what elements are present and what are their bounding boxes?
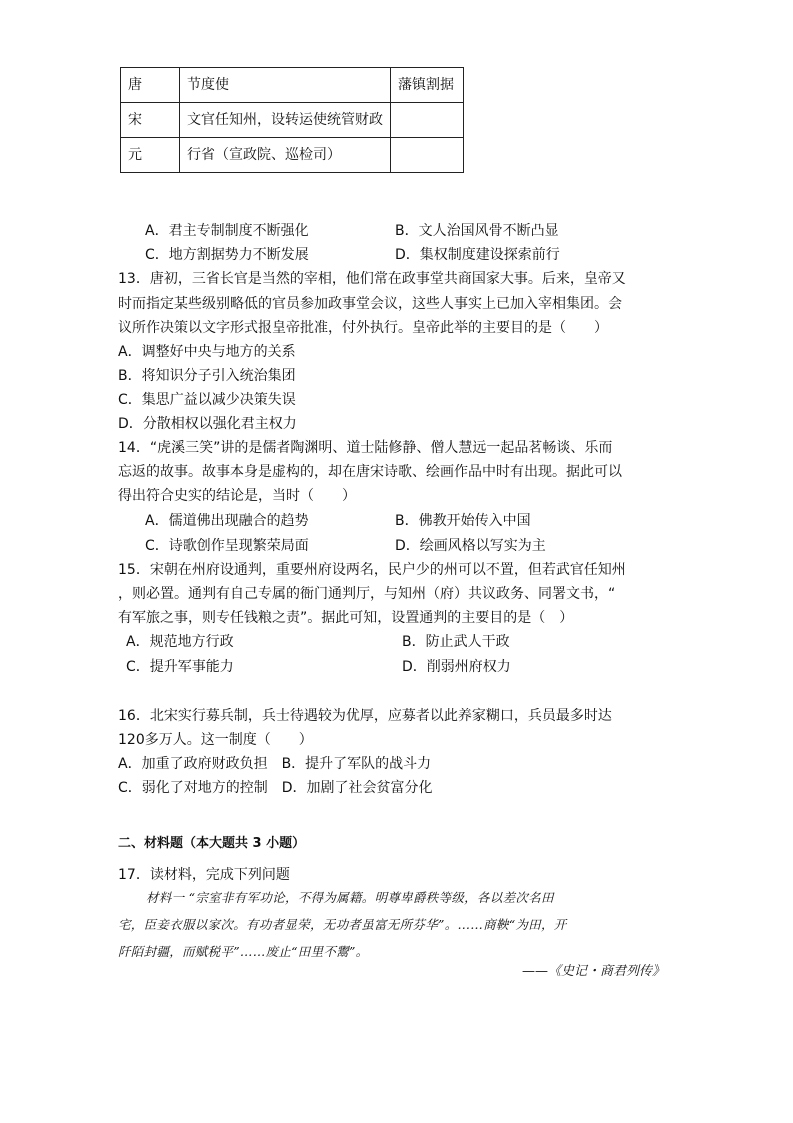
q12-option-b: B．文人治国风骨不断凸显 [395,223,559,239]
q12-option-a: A．君主专制制度不断强化 [145,223,309,239]
q14-option-d: D．绘画风格以写实为主 [395,538,546,554]
q13-option-d: D．分散相权以强化君主权力 [118,416,297,432]
q14-stem-line: 14．“虎溪三笑”讲的是儒者陶渊明、道士陆修静、僧人慧远一起品茗畅谈、乐而 [118,440,613,456]
material-line: 阡陌封疆，而赋税平”……废止“田里不鬻”。 [118,944,369,959]
q13-option-a: A．调整好中央与地方的关系 [118,344,296,360]
material-source: ——《史记・商君列传》 [521,964,665,979]
q15-stem-line: 有军旅之事，则专任钱粮之责”。据此可知，设置通判的主要目的是（ ） [118,610,574,626]
q16-stem-line: 16．北宋实行募兵制，兵士待遇较为优厚，应募者以此养家糊口，兵员最多时达 [118,708,612,724]
q13-option-b: B．将知识分子引入统治集团 [118,368,296,384]
material-line: 宅，臣妾衣服以家次。有功者显荣，无功者虽富无所芬华”。……商鞅“为田，开 [118,917,567,932]
comparison-table [120,67,464,173]
q15-option-a: A．规范地方行政 [126,634,234,650]
q13-option-c: C．集思广益以减少决策失误 [118,392,296,408]
q15-option-d: D．削弱州府权力 [402,659,511,675]
q14-option-a: A．儒道佛出现融合的趋势 [145,513,309,529]
q14-stem-line: 得出符合史实的结论是，当时（ ） [118,488,356,504]
table-cell [391,103,464,138]
table-cell: 藩镇割据 [391,68,464,103]
q16-options-cd: C．弱化了对地方的控制 D．加剧了社会贫富分化 [118,780,433,796]
table-row [121,103,464,138]
q15-stem-line: ，则必置。通判有自己专属的衙门通判厅，与知州（府）共议政务、同署文书，“ [118,586,616,602]
q14-option-c: C．诗歌创作呈现繁荣局面 [145,538,309,554]
section-heading: 二、材料题（本大题共 3 小题） [118,836,306,851]
q15-stem-line: 15．宋朝在州府设通判，重要州府设两名，民户少的州可以不置，但若武官任知州 [118,562,626,578]
table-cell: 文官任知州，设转运使统管财政 [180,103,391,138]
q13-stem-line: 13．唐初，三省长官是当然的宰相，他们常在政事堂共商国家大事。后来，皇帝又 [118,271,626,287]
q17-title: 17．读材料，完成下列问题 [118,867,290,883]
table-cell: 宋 [121,103,180,138]
q12-option-c: C．地方割据势力不断发展 [145,247,309,263]
material-line: 材料一 “宗室非有军功论，不得为属籍。明尊卑爵秩等级，各以差次名田 [146,890,554,905]
table-row [121,138,464,173]
table-cell: 元 [121,138,180,173]
table-cell: 行省（宣政院、巡检司） [180,138,391,173]
q13-stem-line: 时而指定某些级别略低的官员参加政事堂会议，这些人事实上已加入宰相集团。会 [118,296,622,312]
q12-option-d: D．集权制度建设探索前行 [395,247,560,263]
q16-stem-line: 120多万人。这一制度（ ） [118,732,313,748]
q16-options-ab: A．加重了政府财政负担 B．提升了军队的战斗力 [118,756,432,772]
q15-option-b: B．防止武人干政 [402,634,510,650]
table-row [121,68,464,103]
q14-stem-line: 忘返的故事。故事本身是虚构的，却在唐宋诗歌、绘画作品中时有出现。据此可以 [118,464,622,480]
q13-stem-line: 议所作决策以文字形式报皇帝批准，付外执行。皇帝此举的主要目的是（ ） [118,320,608,336]
q14-option-b: B．佛教开始传入中国 [395,513,531,529]
q15-option-c: C．提升军事能力 [126,659,234,675]
table-cell: 节度使 [180,68,391,103]
table-cell: 唐 [121,68,180,103]
table-cell [391,138,464,173]
